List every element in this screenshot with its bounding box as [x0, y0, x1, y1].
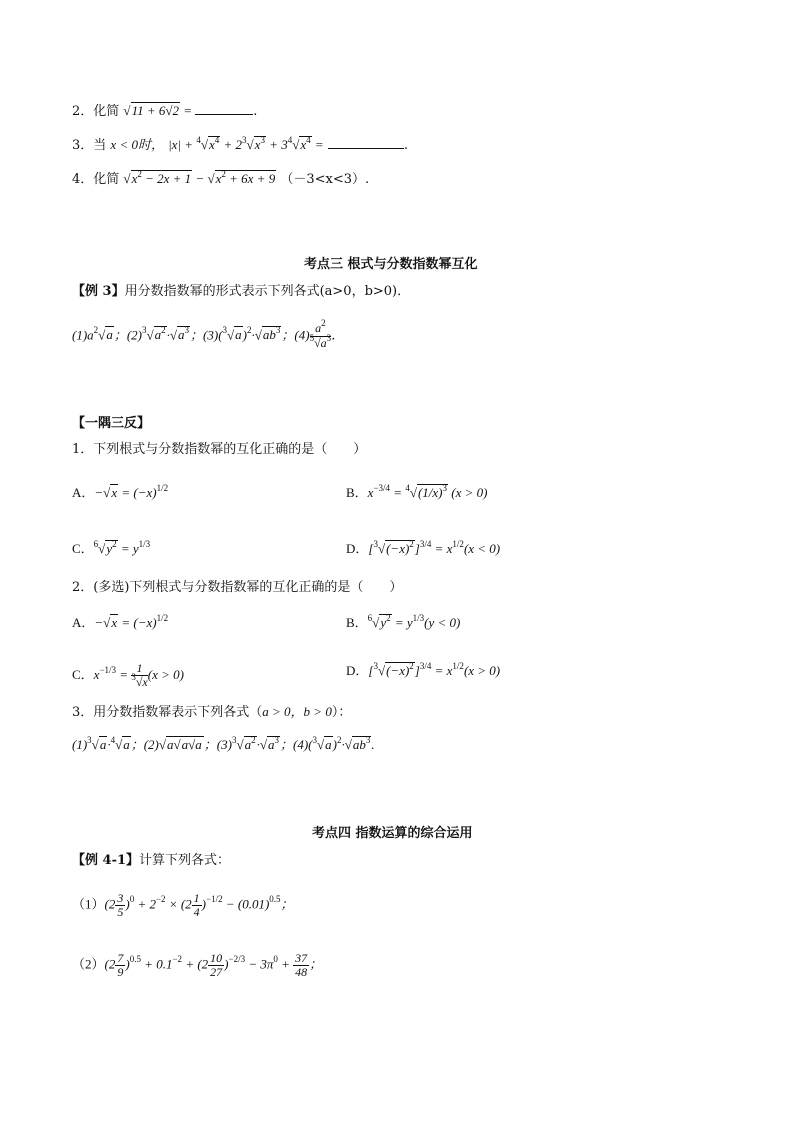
practice-1-option-a[interactable]: A．$-√x = (-x)^{1/2}$ — [72, 483, 169, 500]
practice-2-option-a[interactable]: A．$-√x = (-x)^{1/2}$ — [72, 613, 169, 630]
example-4-1-item-1: （1）(2 $\frac{3}{5}$ )$^0 + 2^{-2} \times (2$ $\frac{1}{4}$ )$^{-1/2} - (0.01)^{0.5}$； — [72, 891, 294, 919]
practice-2-option-d[interactable]: D．$[^3√(-x)^2]^{3/4} = x^{1/2}(x > 0)$ — [346, 661, 501, 678]
question-4-expression: $√x^2 - 2x + 1 - √x^2 + 6x + 9$ — [123, 169, 276, 186]
example-4-1: 【例 4-1】计算下列各式： — [72, 853, 231, 868]
question-4-text: 4．化简 — [72, 172, 120, 187]
practice-1-option-b[interactable]: B．$x^{-3/4} = ^4√(1/x)^3$ (x > 0) — [346, 483, 488, 500]
practice-3-question: 3．用分数指数幂表示下列各式（a > 0，b > 0）： — [72, 704, 352, 720]
practice-2-option-b[interactable]: B．$^6√y^2 = y^{1/3}(y < 0)$ — [346, 613, 461, 630]
practice-1-question: 1．下列根式与分数指数幂的互化正确的是（ ） — [72, 442, 367, 457]
question-3: 3．当 x < 0时， $|x| + ^4√x^4 + 2^3√x^3 + 3^4√x^4$ = . — [72, 135, 408, 153]
example-4-1-item-2: （2）(2 $\frac{7}{9}$ )$^{0.5} + 0.1^{-2} + (2$ $\frac{10}{27}$ )$^{-2/3} - 3\pi^0$ + $\frac{37}{48}$ ； — [72, 951, 323, 979]
question-2-text: 2．化简 — [72, 104, 120, 119]
example-4-1-label: 【例 4-1】 — [72, 853, 140, 868]
answer-blank[interactable] — [195, 102, 253, 115]
question-2: 2．化简 √11 + 6√2 = . — [72, 103, 258, 119]
practice-1-option-d[interactable]: D．$[^3√(-x)^2]^{3/4} = x^{1/2}(x < 0)$ — [346, 539, 501, 556]
practice-2-question: 2．(多选)下列根式与分数指数幂的互化正确的是（ ） — [72, 580, 403, 595]
question-3-expression: $|x| + ^4√x^4 + 2^3√x^3 + 3^4√x^4$ = — [168, 135, 324, 152]
example-3-label: 【例 3】 — [72, 284, 125, 299]
practice-1-option-c[interactable]: C．$^6√y^2 = y^{1/3}$ — [72, 539, 151, 556]
practice-2-option-c[interactable]: C．$x^{-1/3}$ = $\frac{1}{^3√x}$ (x > 0) — [72, 661, 184, 689]
example-3-items: $(1)a^2√a$；$(2)^3√a^2\cdot√a^3$；$(3)(^3√a)^2\cdot√ab^3$；(4) $\frac{a^2}{^5√a^3}$ ． — [72, 318, 345, 350]
section-4-title: 考点四 指数运算的综合运用 — [312, 826, 473, 841]
question-4: 4．化简 $√x^2 - 2x + 1 - √x^2 + 6x + 9$ （－3<x<3）. — [72, 169, 370, 187]
question-2-expression: √11 + 6√2 = — [123, 103, 196, 118]
question-3-text: 3．当 — [72, 138, 107, 153]
section-3-title: 考点三 根式与分数指数幂互化 — [304, 257, 478, 272]
practice-3-items: $(1)^3√a\cdot^4√a$；(2)√a√a√a ；$(3)^3√a^2\cdot√a^3$；$(4)(^3√a)^2\cdot√ab^3$. — [72, 735, 375, 752]
practice-title: 【一隅三反】 — [72, 416, 151, 431]
answer-blank[interactable] — [328, 136, 404, 149]
example-3: 【例 3】用分数指数幂的形式表示下列各式(a>0，b>0)． — [72, 284, 411, 299]
